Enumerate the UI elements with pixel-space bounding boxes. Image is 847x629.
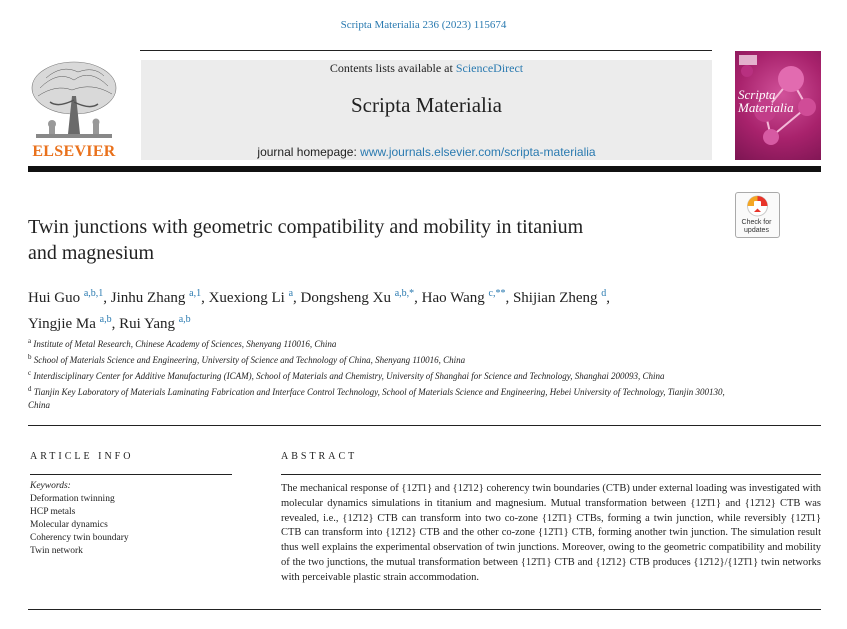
author[interactable]: Dongsheng Xu $^{a,b,*}$ <box>300 288 415 306</box>
journal-homepage-line <box>141 145 712 159</box>
crossmark-label-line2: updates <box>744 227 769 234</box>
affiliation-item: $^a$ Institute of Metal Research, Chinese Academy of Sciences, Shenyang 110016, China <box>28 337 337 349</box>
abstract-rule <box>281 474 821 475</box>
bottom-rule <box>28 609 821 610</box>
cover-title-line1: Scripta <box>738 87 776 102</box>
homepage-prefix: journal homepage: <box>257 145 361 159</box>
tree-icon <box>28 60 120 144</box>
affiliation-item: $^c$ Interdisciplinary Center for Additive Manufacturing (ICAM), School of Materials and Chemistry, University of Shanghai for Science and Technology, Shanghai 200093, China <box>28 369 665 381</box>
contents-available-line <box>141 61 712 76</box>
author-affiliation-marks[interactable]: a,b,1 <box>83 288 104 299</box>
contents-prefix: Contents lists available at <box>329 61 456 75</box>
section-rule <box>28 425 821 426</box>
affiliation-item: $^b$ School of Materials Science and Engineering, University of Science and Technology of China, Shenyang 110016, China <box>28 353 466 365</box>
abstract-text: The mechanical response of {12̄1̄1} and {12̄12} coherency twin boundaries (CTB) under external loading was investigated with molecular dynamics simulations in titanium and magnesium. Mutual transformation between {12̄1̄1} and {12̄12} CTB was revealed, i.e., {12̄12} CTB can transform into two co-zone {12̄1̄1} CTBs, forming a twin junction, while reversibly {12̄1̄1} CTB can transform into {12̄12} CTB and the other co-zone {12̄1̄1} CTB, forming another twin junction. The simulation result thus well explains the experimental observation of twin junctions. Moreover, owing to the geometric compatibility and mobility of the two junctions, the mutual transformation between {12̄1̄1} CTB and {12̄12} CTB produces {12̄12}/{12̄1̄1} twin networks with perceivable plastic strain accommodation. <box>281 483 821 583</box>
journal-homepage-link[interactable]: www.journals.elsevier.com/scripta-materialia <box>360 145 596 159</box>
author-affiliation-marks[interactable]: d <box>601 288 607 299</box>
author[interactable]: Hao Wang $^{c,**}$ <box>421 288 506 306</box>
crossmark-label-line1: Check for <box>741 219 772 226</box>
header-rule <box>140 50 712 51</box>
author[interactable]: Yingjie Ma $^{a,b}$ <box>28 314 112 332</box>
article-title-line1: Twin junctions with geometric compatibility and mobility in titanium <box>28 216 584 238</box>
elsevier-wordmark: ELSEVIER <box>32 143 116 160</box>
article-title-line2: and magnesium <box>28 242 155 264</box>
crossmark-icon <box>736 193 779 219</box>
cover-journal-title <box>738 88 794 114</box>
keywords-label: Keywords: <box>30 481 71 491</box>
journal-citation[interactable]: Scripta Materialia 236 (2023) 115674 <box>340 19 507 31</box>
masthead-thick-rule <box>28 166 821 172</box>
keywords-block <box>30 480 250 558</box>
keyword-item: Deformation twinning <box>30 494 115 504</box>
article-title <box>28 214 708 266</box>
author-affiliation-marks[interactable]: a,1 <box>189 288 202 299</box>
abstract-heading: ABSTRACT <box>281 451 358 462</box>
author-affiliation-marks[interactable]: a,b <box>178 314 191 325</box>
sciencedirect-link[interactable]: ScienceDirect <box>455 61 524 75</box>
author-affiliation-marks[interactable]: a,b,* <box>394 288 415 299</box>
keyword-item: Molecular dynamics <box>30 520 108 530</box>
author-affiliation-marks[interactable]: c,** <box>488 288 506 299</box>
crossmark-label <box>735 219 778 235</box>
author-list: Hui Guo $^{a,b,1}$, Jinhu Zhang $^{a,1}$, Xuexiong Li $^a$, Dongsheng Xu $^{a,b,*}$, Hao Wang $^{c,**}$, Shijian Zheng $^d$, Yingjie Ma $^{a,b}$, Rui Yang $^{a,b}$ <box>28 288 611 332</box>
author[interactable]: Hui Guo $^{a,b,1}$ <box>28 288 104 306</box>
author-affiliation-marks[interactable]: a,b <box>99 314 112 325</box>
journal-title: Scripta Materialia <box>350 93 503 117</box>
affiliation-item: $^d$ Tianjin Key Laboratory of Materials Laminating Fabrication and Interface Control Technology, School of Materials Science and Engineering, Hebei University of Technology, Tianjin 300130, China <box>28 385 725 410</box>
keyword-item: Twin network <box>30 546 83 556</box>
keyword-item: Coherency twin boundary <box>30 533 129 543</box>
affiliation-list <box>28 335 728 412</box>
author-affiliation-marks[interactable]: a <box>288 288 294 299</box>
author[interactable]: Rui Yang $^{a,b}$ <box>119 314 191 332</box>
cover-title-line2: Materialia <box>738 100 794 115</box>
keyword-item: HCP metals <box>30 507 76 517</box>
author[interactable]: Xuexiong Li $^a$ <box>208 288 294 306</box>
article-info-heading: ARTICLE INFO <box>30 451 134 462</box>
author[interactable]: Jinhu Zhang $^{a,1}$ <box>110 288 202 306</box>
article-info-rule <box>30 474 232 475</box>
author[interactable]: Shijian Zheng $^d$ <box>512 288 607 306</box>
